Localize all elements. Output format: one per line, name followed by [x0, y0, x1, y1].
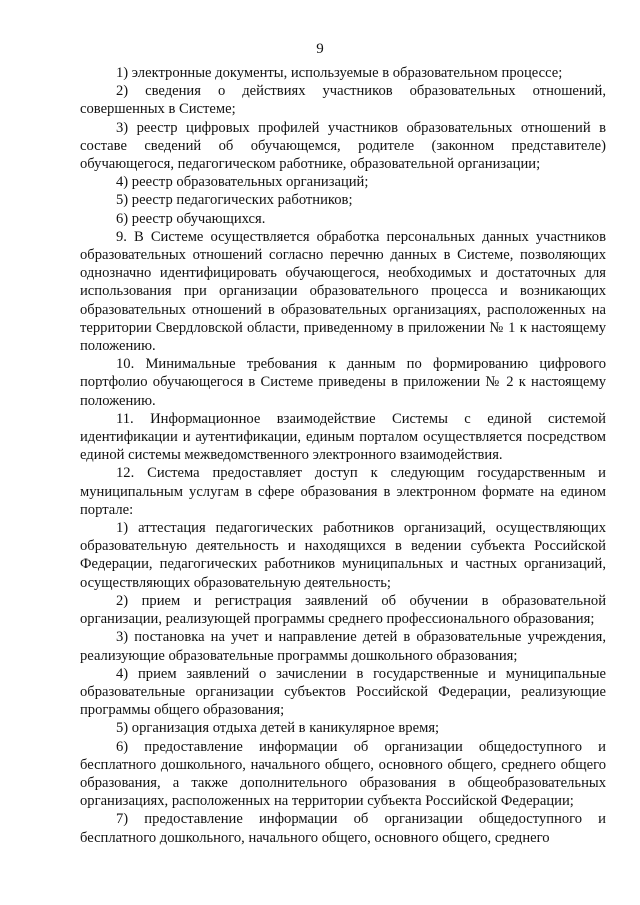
service-item-education-info-1: 6) предоставление информации об организации общедоступного и бесплатного дошкольного, начального общего, основного общего, среднего общего образования, а также дополнительного образования в общеобразовательных организациях, расположенных на территории субъекта Российской Федерации;	[80, 738, 606, 810]
list-item-actions-info: 2) сведения о действиях участников образовательных отношений, совершенных в Системе;	[80, 83, 606, 118]
list-item-teachers-registry: 5) реестр педагогических работников;	[116, 192, 353, 209]
service-item-preschool-registration: 3) постановка на учет и направление детей в образовательные учреждения, реализующие образовательные программы дошкольного образования;	[80, 629, 606, 664]
service-item-holiday-recreation: 5) организация отдыха детей в каникулярное время;	[116, 720, 440, 737]
paragraph-12-services: 12. Система предоставляет доступ к следующим государственным и муниципальным услугам в сфере образования в электронном формате на едином портале:	[80, 465, 606, 518]
service-item-school-enrollment: 4) прием заявлений о зачислении в государственные и муниципальные образовательные организации субъектов Российской Федерации, реализующие программы общего образования;	[80, 665, 606, 719]
paragraph-11-interaction: 11. Информационное взаимодействие Системы с единой системой идентификации и аутентификации, единым порталом осуществляется посредством единой системы межведомственного электронного взаимодействия.	[80, 410, 606, 464]
paragraph-10-portfolio: 10. Минимальные требования к данным по формированию цифрового портфолио обучающегося в Системе приведены в приложении № 2 к настоящему положению.	[80, 356, 606, 409]
service-item-education-info-2: 7) предоставление информации об организации общедоступного и бесплатного дошкольного, начального общего, основного общего, среднего	[80, 811, 606, 846]
document-body	[80, 64, 606, 847]
service-item-attestation: 1) аттестация педагогических работников организаций, осуществляющих образовательную деятельность и находящихся в ведении субъекта Российской Федерации, педагогических работников муниципальных и частных организаций, осуществляющих образовательную деятельность;	[80, 520, 606, 591]
list-item-digital-profiles-registry: 3) реестр цифровых профилей участников образовательных отношений в составе сведений об обучающемся, родителе (законном представителе) обучающегося, педагогическом работнике, образовательной организации;	[80, 119, 606, 173]
service-item-applications-spo: 2) прием и регистрация заявлений об обучении в образовательной организации, реализующей программы среднего профессионального образования;	[80, 592, 606, 628]
list-item-students-registry: 6) реестр обучающихся.	[116, 210, 266, 227]
paragraph-9-personal-data: 9. В Системе осуществляется обработка персональных данных участников образовательных отношений согласно перечню данных в Системе, позволяющих однозначно идентифицировать обучающегося, необходимых и достаточных для использования при организации образовательного процесса и возникающих образовательных отношений в образовательных организациях, расположенных на территории Свердловской области, приведенному в приложении № 1 к настоящему положению.	[80, 228, 606, 355]
page-number: 9	[316, 41, 324, 57]
list-item-organizations-registry: 4) реестр образовательных организаций;	[116, 174, 369, 191]
list-item-electronic-documents: 1) электронные документы, используемые в образовательном процессе;	[116, 65, 563, 81]
